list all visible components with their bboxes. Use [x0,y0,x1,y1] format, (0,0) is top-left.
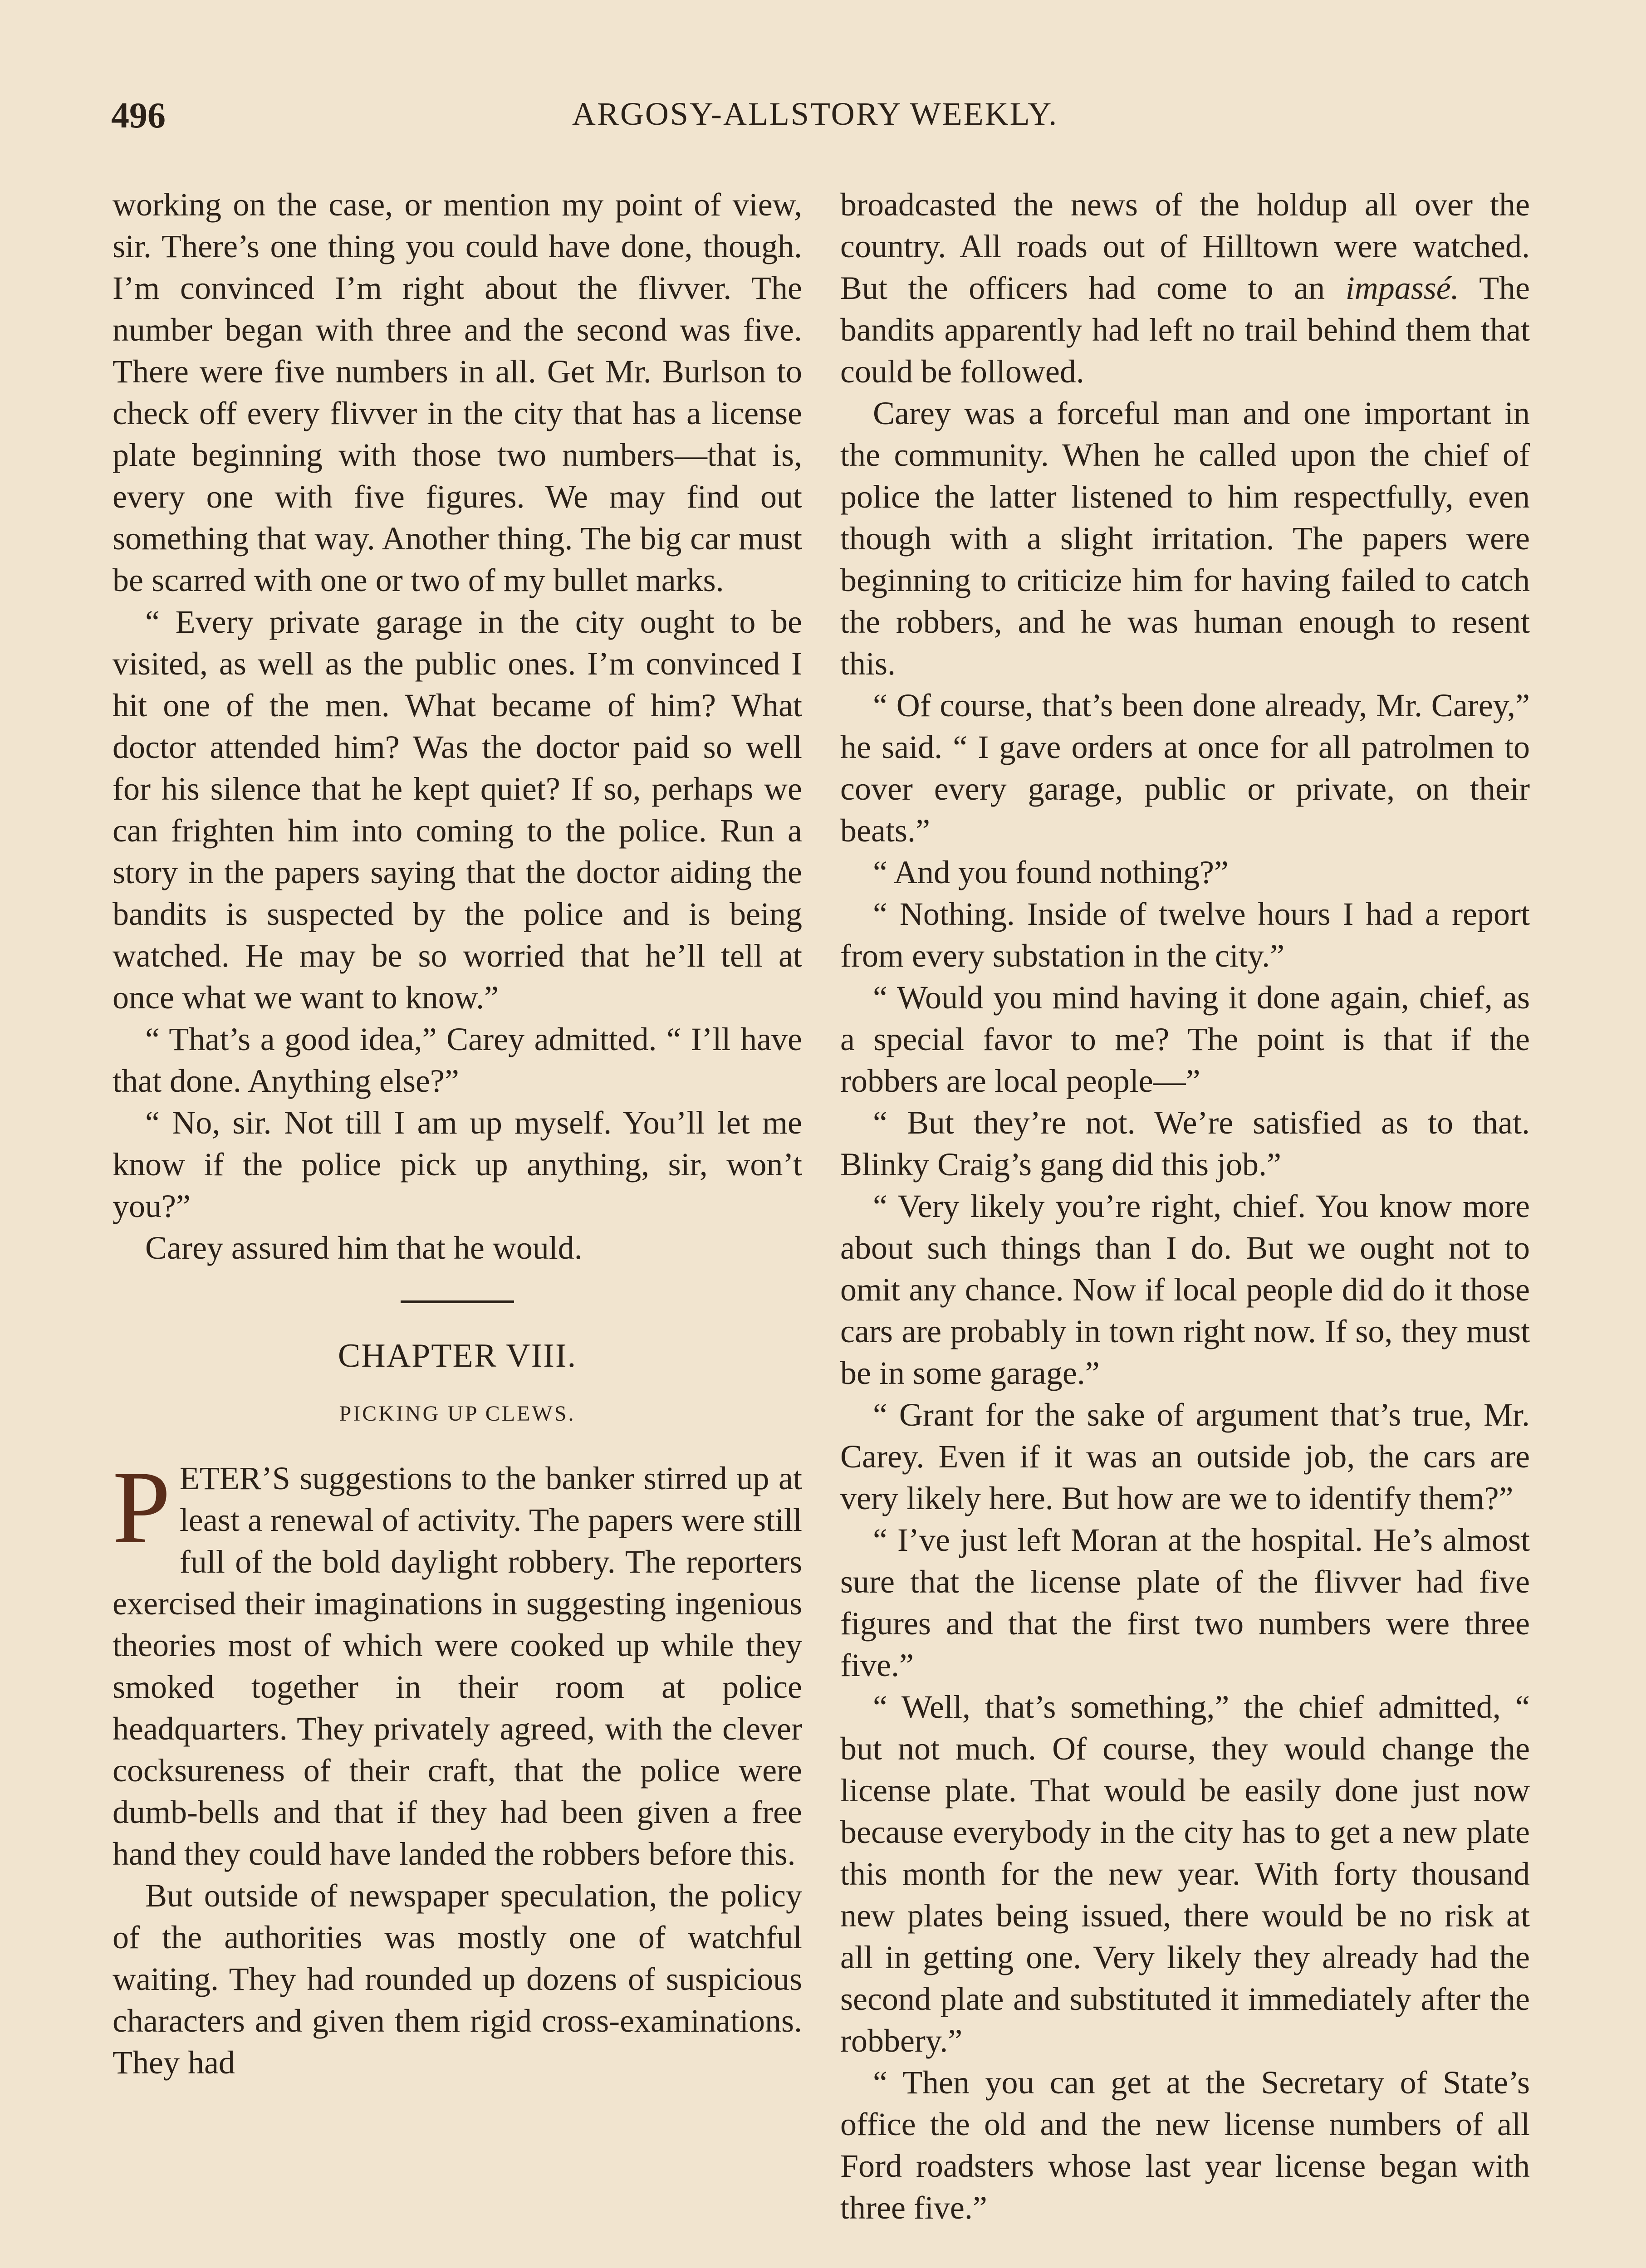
paragraph: “ I’ve just left Moran at the hospital. He’s almost sure that the license plate of the flivver had five figures and that the first two numbers were three five.” [840,1522,1530,1683]
paragraph: “ But they’re not. We’re satisfied as to that. Blinky Craig’s gang did this job.” [840,1105,1530,1183]
paragraph: “ That’s a good idea,” Carey admitted. “ I’ll have that done. Anything else?” [113,1021,802,1099]
paragraph-text: The bandits apparently had left no trail behind them that could be followed. [840,270,1530,390]
chapter-opening-paragraph [113,1449,802,1875]
paragraph: “ Then you can get at the Secretary of State’s office the old and the new license numbers of all Ford roadsters whose last year license began with three five.” [840,2064,1530,2226]
italic-word: impassé. [1345,270,1459,306]
running-title: ARGOSY-ALLSTORY WEEKLY. [572,96,1058,132]
paragraph [840,184,1530,392]
paragraph: “ Nothing. Inside of twelve hours I had a report from every substation in the city.” [840,896,1530,974]
left-column [113,184,802,2083]
paragraph-text: broadcasted the news of the holdup all over the country. All roads out of Hilltown were watched. But the officers had come to an [840,186,1530,306]
page-header [111,95,1519,150]
paragraph: “ Very likely you’re right, chief. You know more about such things than I do. But we ought not to omit any chance. Now if local people did do it those cars are probably in town right now. If so, they must be in some garage.” [840,1188,1530,1391]
paragraph: “ And you found nothing?” [873,854,1229,890]
chapter-subtitle: PICKING UP CLEWS. [339,1402,576,1426]
page-number: 496 [111,96,166,136]
paragraph: “ Would you mind having it done again, chief, as a special favor to me? The point is that if the robbers are local people—” [840,979,1530,1099]
paragraph: working on the case, or mention my point of view, sir. There’s one thing you could have done, though. I’m convinced I’m right about the flivver. The number began with three and the second was five. There were five numbers in all. Get Mr. Burlson to check off every flivver in the city that has a license plate beginning with those two numbers—that is, every one with five figures. We may find out something that way. Another thing. The big car must be scarred with one or two of my bullet marks. [113,186,802,598]
drop-cap: P [113,1449,171,1565]
paragraph: But outside of newspaper speculation, the policy of the authorities was mostly one of watchful waiting. They had rounded up dozens of suspicious characters and given them rigid cross-examinations. They had [113,1877,802,2081]
paragraph-text: ETER’S suggestions to the banker stirred up at least a renewal of activity. The papers were still full of the bold daylight robbery. The reporters exercised their imaginations in suggesting ingenious theories most of which were cooked up while they smoked together in their room at police headquarters. They privately agreed, with the clever cocksureness of their craft, that the police were dumb-bells and that if they had been given a free hand they could have landed the robbers before this. [113,1460,802,1872]
paragraph: “ Grant for the sake of argument that’s true, Mr. Carey. Even if it was an outside job, the cars are very likely here. But how are we to identify them?” [840,1397,1530,1516]
paragraph: Carey assured him that he would. [145,1230,583,1266]
paragraph: “ Well, that’s something,” the chief admitted, “ but not much. Of course, they would change the license plate. That would be easily done just now because everybody in the city has to get a new plate this month for the new year. With forty thousand new plates being issued, there would be no risk at all in getting one. Very likely they already had the second plate and substituted it immediately after the robbery.” [840,1689,1530,2059]
paragraph: Carey was a forceful man and one important in the community. When he called upon the chief of police the latter listened to him respectfully, even though with a slight irritation. The papers were beginning to criticize him for having failed to catch the robbers, and he was human enough to resent this. [840,395,1530,682]
paragraph: “ Of course, that’s been done already, Mr. Carey,” he said. “ I gave orders at once for all patrolmen to cover every garage, public or private, on their beats.” [840,687,1530,849]
chapter-title: CHAPTER VIII. [338,1337,577,1374]
paragraph: “ Every private garage in the city ought to be visited, as well as the public ones. I’m convinced I hit one of the men. What became of him? What doctor attended him? Was the doctor paid so well for his silence that he kept quiet? If so, perhaps we can frighten him into coming to the police. Run a story in the papers saying that the doctor aiding the bandits is suspected by the police and is being watched. He may be so worried that he’ll tell at once what we want to know.” [113,604,802,1016]
paragraph: “ No, sir. Not till I am up myself. You’ll let me know if the police pick up anything, sir, won’t you?” [113,1105,802,1224]
section-divider [401,1300,514,1303]
right-column [840,184,1530,2229]
